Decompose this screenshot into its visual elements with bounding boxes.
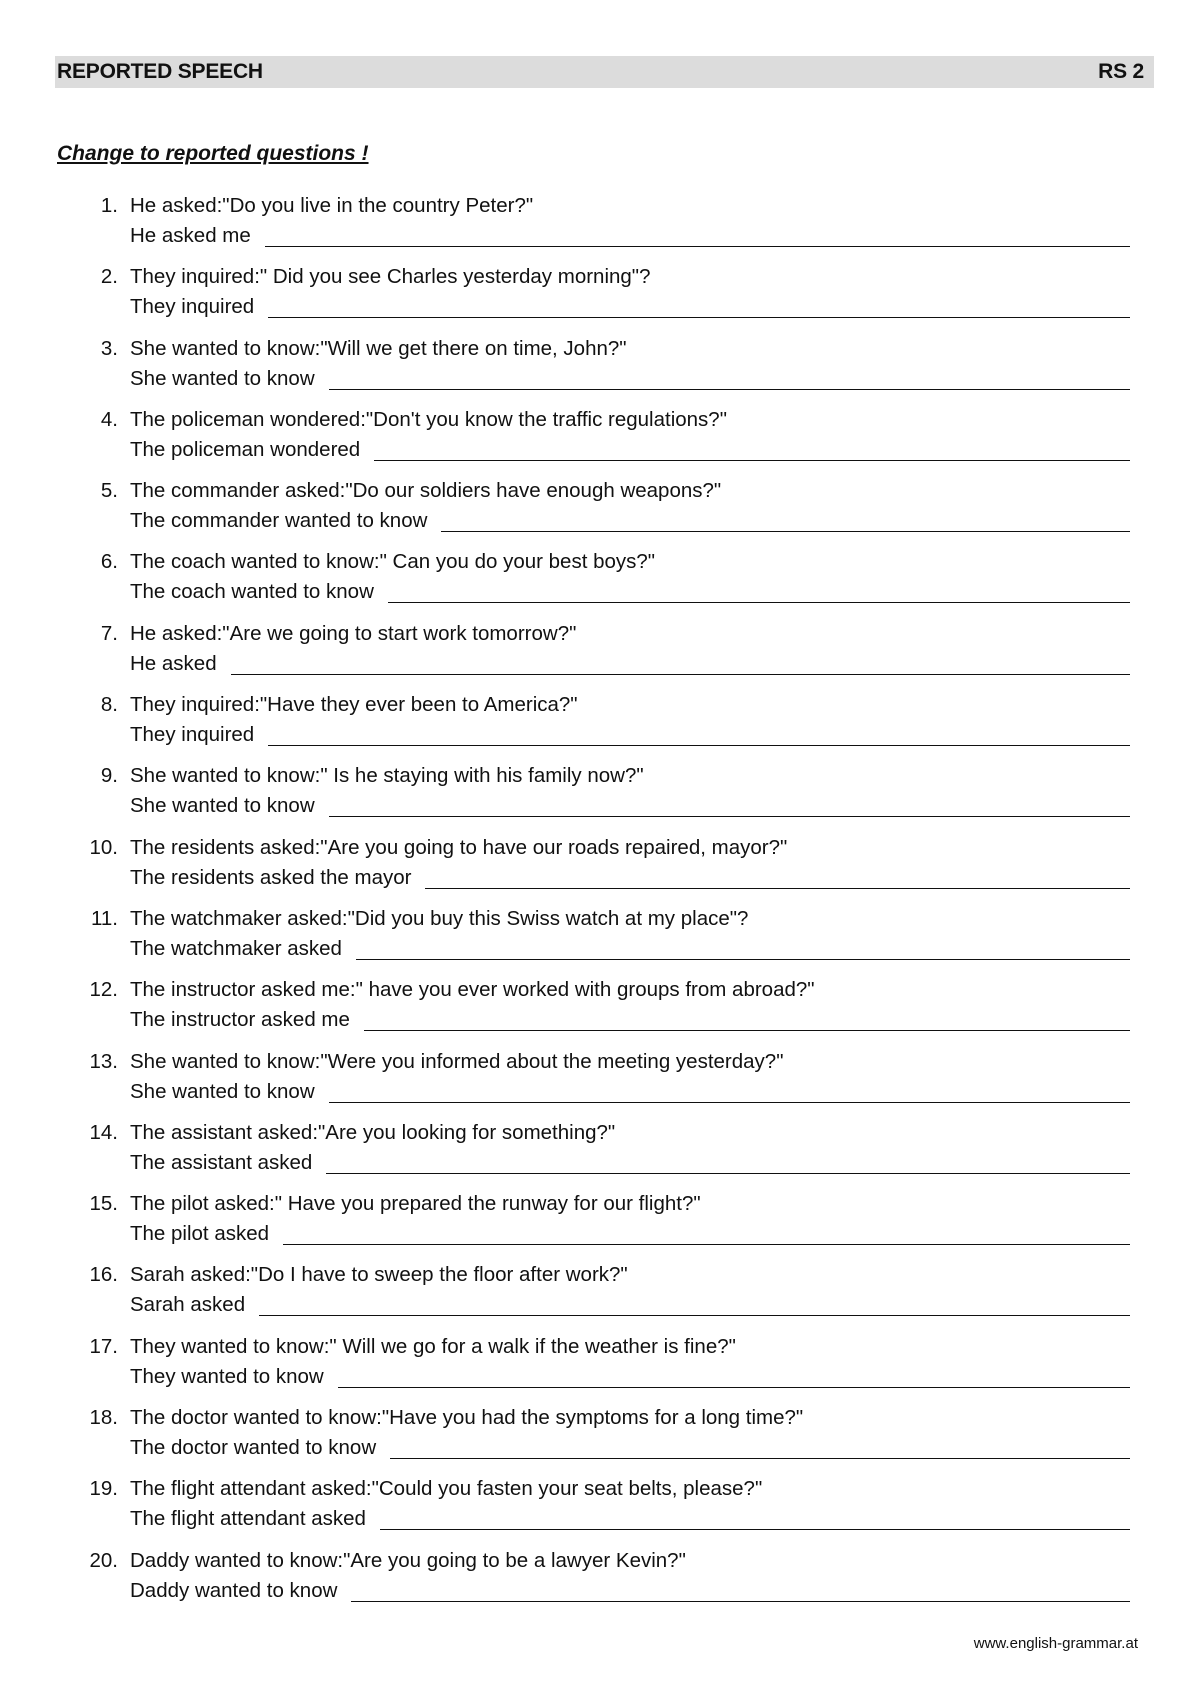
answer-prompt: They inquired: [130, 723, 255, 747]
answer-row: [130, 508, 1130, 534]
answer-blank-line[interactable]: [380, 1507, 1130, 1530]
answer-prompt: Sarah asked: [130, 1293, 246, 1317]
answer-prompt: She wanted to know: [130, 794, 315, 818]
item-number: 8.: [100, 693, 118, 717]
item-number: 4.: [100, 407, 118, 431]
answer-blank-line[interactable]: [283, 1222, 1130, 1245]
item-number: 10.: [89, 835, 118, 859]
exercise-item: [0, 193, 1200, 264]
item-question: The residents asked:"Are you going to have our roads repaired, mayor?": [130, 835, 788, 859]
item-number: 11.: [91, 906, 118, 930]
instructions-heading: Change to reported questions !: [57, 142, 369, 165]
answer-blank-line[interactable]: [329, 794, 1130, 817]
exercise-item: [0, 1476, 1200, 1547]
item-number: 19.: [89, 1477, 118, 1501]
item-question: He asked:"Are we going to start work tomorrow?": [130, 621, 577, 645]
answer-prompt: She wanted to know: [130, 366, 315, 390]
answer-prompt: The policeman wondered: [130, 437, 361, 461]
worksheet-code: RS 2: [1098, 60, 1144, 83]
answer-blank-line[interactable]: [388, 580, 1130, 603]
answer-blank-line[interactable]: [329, 367, 1130, 390]
exercise-item: [0, 407, 1200, 478]
item-question: The assistant asked:"Are you looking for something?": [130, 1120, 616, 1144]
exercise-item: [0, 835, 1200, 906]
answer-prompt: The commander wanted to know: [130, 509, 428, 533]
item-number: 17.: [89, 1334, 118, 1358]
answer-blank-line[interactable]: [364, 1008, 1130, 1031]
answer-row: [130, 1292, 1130, 1318]
exercise-item: [0, 906, 1200, 977]
answer-row: [130, 1221, 1130, 1247]
answer-prompt: The pilot asked: [130, 1222, 270, 1246]
answer-row: [130, 437, 1130, 463]
item-number: 13.: [89, 1049, 118, 1073]
answer-row: [130, 1079, 1130, 1105]
answer-row: [130, 579, 1130, 605]
answer-blank-line[interactable]: [338, 1365, 1130, 1388]
item-question: The pilot asked:" Have you prepared the runway for our flight?": [130, 1192, 701, 1216]
item-question: Sarah asked:"Do I have to sweep the floor after work?": [130, 1263, 628, 1287]
answer-blank-line[interactable]: [351, 1579, 1130, 1602]
item-number: 18.: [89, 1406, 118, 1430]
item-number: 9.: [100, 764, 118, 788]
item-question: Daddy wanted to know:"Are you going to be a lawyer Kevin?": [130, 1548, 686, 1572]
exercise-item: [0, 1262, 1200, 1333]
answer-prompt: The watchmaker asked: [130, 936, 342, 960]
item-question: The doctor wanted to know:"Have you had the symptoms for a long time?": [130, 1406, 804, 1430]
item-number: 20.: [89, 1548, 118, 1572]
exercise-item: [0, 621, 1200, 692]
item-number: 1.: [100, 194, 118, 217]
item-question: The commander asked:"Do our soldiers have enough weapons?": [130, 479, 722, 503]
answer-prompt: They wanted to know: [130, 1364, 324, 1388]
item-question: The policeman wondered:"Don't you know the traffic regulations?": [130, 407, 727, 431]
exercise-item: [0, 1049, 1200, 1120]
item-number: 3.: [100, 336, 118, 360]
answer-row: [130, 722, 1130, 748]
item-question: She wanted to know:" Is he staying with his family now?": [130, 764, 644, 788]
exercise-item: [0, 977, 1200, 1048]
exercise-item: [0, 264, 1200, 335]
answer-prompt: Daddy wanted to know: [130, 1578, 338, 1602]
answer-row: [130, 223, 1130, 249]
answer-prompt: She wanted to know: [130, 1079, 315, 1103]
answer-row: [130, 1506, 1130, 1532]
answer-blank-line[interactable]: [329, 1080, 1130, 1103]
item-number: 14.: [89, 1120, 118, 1144]
item-number: 16.: [89, 1263, 118, 1287]
exercise-list: [0, 193, 1200, 1619]
item-question: The watchmaker asked:"Did you buy this Swiss watch at my place"?: [130, 906, 749, 930]
answer-prompt: The flight attendant asked: [130, 1507, 366, 1531]
answer-prompt: The instructor asked me: [130, 1008, 350, 1032]
exercise-item: [0, 336, 1200, 407]
item-question: The coach wanted to know:" Can you do your best boys?": [130, 550, 656, 574]
answer-blank-line[interactable]: [326, 1151, 1130, 1174]
answer-prompt: The residents asked the mayor: [130, 865, 412, 889]
answer-row: [130, 294, 1130, 320]
item-question: They wanted to know:" Will we go for a walk if the weather is fine?": [130, 1334, 736, 1358]
answer-blank-line[interactable]: [268, 295, 1130, 318]
answer-blank-line[interactable]: [265, 224, 1130, 247]
item-question: The flight attendant asked:"Could you fasten your seat belts, please?": [130, 1477, 763, 1501]
item-question: She wanted to know:"Were you informed about the meeting yesterday?": [130, 1049, 784, 1073]
item-number: 15.: [89, 1192, 118, 1216]
header-bar: [55, 56, 1154, 88]
exercise-item: [0, 1405, 1200, 1476]
answer-blank-line[interactable]: [390, 1436, 1130, 1459]
answer-prompt: The doctor wanted to know: [130, 1436, 377, 1460]
answer-row: [130, 793, 1130, 819]
answer-row: [130, 936, 1130, 962]
answer-prompt: The coach wanted to know: [130, 580, 374, 604]
exercise-item: [0, 549, 1200, 620]
answer-row: [130, 1578, 1130, 1604]
footer-url[interactable]: www.english-grammar.at: [973, 1635, 1138, 1652]
item-number: 7.: [100, 621, 118, 645]
answer-prompt: The assistant asked: [130, 1150, 313, 1174]
item-question: He asked:"Do you live in the country Peter?": [130, 194, 534, 217]
answer-blank-line[interactable]: [268, 723, 1130, 746]
exercise-item: [0, 1334, 1200, 1405]
answer-row: [130, 366, 1130, 392]
exercise-item: [0, 1120, 1200, 1191]
answer-blank-line[interactable]: [356, 937, 1130, 960]
answer-row: [130, 651, 1130, 677]
answer-row: [130, 1364, 1130, 1390]
answer-row: [130, 865, 1130, 891]
answer-blank-line[interactable]: [374, 438, 1130, 461]
exercise-item: [0, 478, 1200, 549]
exercise-item: [0, 1548, 1200, 1619]
item-number: 12.: [89, 978, 118, 1002]
exercise-item: [0, 692, 1200, 763]
answer-blank-line[interactable]: [441, 509, 1130, 532]
answer-prompt: He asked me: [130, 224, 251, 247]
answer-row: [130, 1150, 1130, 1176]
item-number: 6.: [100, 550, 118, 574]
item-question: She wanted to know:"Will we get there on time, John?": [130, 336, 627, 360]
item-question: The instructor asked me:" have you ever worked with groups from abroad?": [130, 978, 815, 1002]
exercise-item: [0, 1191, 1200, 1262]
answer-blank-line[interactable]: [231, 652, 1130, 675]
item-number: 2.: [100, 265, 118, 289]
item-question: They inquired:" Did you see Charles yesterday morning"?: [130, 265, 651, 289]
item-number: 5.: [100, 479, 118, 503]
answer-row: [130, 1435, 1130, 1461]
answer-prompt: He asked: [130, 651, 217, 675]
answer-row: [130, 1007, 1130, 1033]
worksheet-title: REPORTED SPEECH: [57, 60, 263, 83]
item-question: They inquired:"Have they ever been to America?": [130, 693, 578, 717]
exercise-item: [0, 763, 1200, 834]
answer-blank-line[interactable]: [259, 1293, 1130, 1316]
answer-blank-line[interactable]: [425, 866, 1130, 889]
answer-prompt: They inquired: [130, 295, 255, 319]
